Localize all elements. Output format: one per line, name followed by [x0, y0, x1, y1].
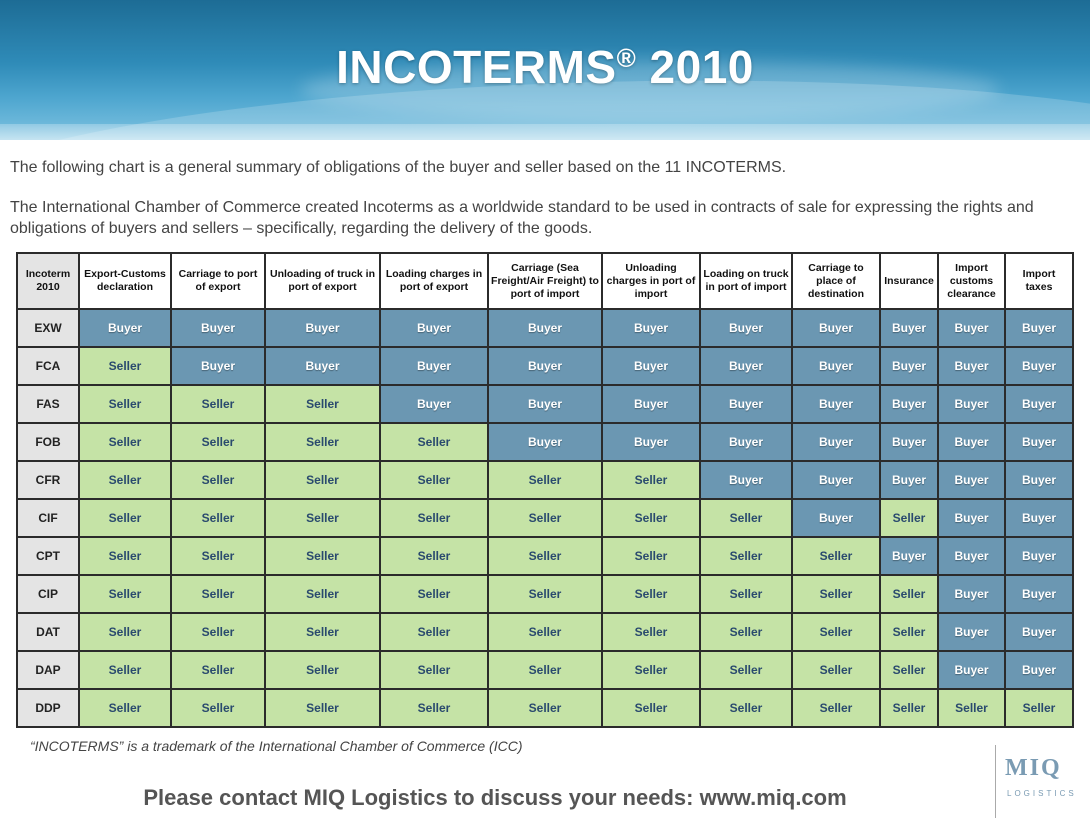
- obligation-cell: Buyer: [880, 537, 938, 575]
- incoterms-table: [16, 252, 1074, 728]
- table-body: [17, 309, 1073, 727]
- obligation-cell: Seller: [792, 689, 880, 727]
- obligation-cell: Buyer: [880, 309, 938, 347]
- logo-mark: MIQ: [1005, 755, 1062, 781]
- obligation-cell: Buyer: [171, 347, 265, 385]
- obligation-cell: Buyer: [938, 309, 1005, 347]
- incoterm-label: EXW: [17, 309, 79, 347]
- obligation-cell: Seller: [700, 575, 792, 613]
- obligation-cell: Buyer: [880, 347, 938, 385]
- obligation-cell: Seller: [792, 537, 880, 575]
- obligation-cell: Seller: [171, 537, 265, 575]
- obligation-cell: Buyer: [488, 309, 602, 347]
- column-header: Insurance: [880, 253, 938, 309]
- column-header: Unloading charges in port of import: [602, 253, 700, 309]
- obligation-cell: Buyer: [380, 385, 488, 423]
- obligation-cell: Buyer: [792, 499, 880, 537]
- obligation-cell: Seller: [602, 575, 700, 613]
- incoterm-label: CIF: [17, 499, 79, 537]
- obligation-cell: Buyer: [265, 309, 380, 347]
- obligation-cell: Seller: [602, 613, 700, 651]
- obligation-cell: Seller: [171, 385, 265, 423]
- obligation-cell: Buyer: [700, 461, 792, 499]
- table-corner-header: Incoterm 2010: [17, 253, 79, 309]
- obligation-cell: Seller: [380, 461, 488, 499]
- contact-line: Please contact MIQ Logistics to discuss your needs: www.miq.com: [143, 785, 847, 810]
- table-row: [17, 385, 1073, 423]
- page-title: [0, 40, 1090, 94]
- obligation-cell: Buyer: [938, 423, 1005, 461]
- obligation-cell: Buyer: [700, 347, 792, 385]
- table-row: [17, 651, 1073, 689]
- obligation-cell: Seller: [488, 537, 602, 575]
- obligation-cell: Seller: [880, 499, 938, 537]
- column-header: Import taxes: [1005, 253, 1073, 309]
- obligation-cell: Seller: [380, 499, 488, 537]
- obligation-cell: Buyer: [938, 651, 1005, 689]
- table-row: [17, 309, 1073, 347]
- table-row: [17, 537, 1073, 575]
- intro-text: [10, 157, 1080, 258]
- obligation-cell: Buyer: [1005, 537, 1073, 575]
- incoterm-label: FAS: [17, 385, 79, 423]
- obligation-cell: Buyer: [1005, 613, 1073, 651]
- obligation-cell: Seller: [171, 575, 265, 613]
- obligation-cell: Seller: [488, 575, 602, 613]
- obligation-cell: Seller: [265, 385, 380, 423]
- obligation-cell: Seller: [602, 651, 700, 689]
- obligation-cell: Seller: [265, 499, 380, 537]
- column-header: Unloading of truck in port of export: [265, 253, 380, 309]
- column-header: Carriage (Sea Freight/Air Freight) to port of import: [488, 253, 602, 309]
- obligation-cell: Seller: [488, 499, 602, 537]
- obligation-cell: Buyer: [938, 613, 1005, 651]
- obligation-cell: Seller: [938, 689, 1005, 727]
- obligation-cell: Buyer: [880, 423, 938, 461]
- obligation-cell: Buyer: [602, 385, 700, 423]
- obligation-cell: Seller: [880, 575, 938, 613]
- obligation-cell: Buyer: [602, 347, 700, 385]
- obligation-cell: Seller: [171, 613, 265, 651]
- obligation-cell: Seller: [79, 423, 171, 461]
- obligation-cell: Seller: [380, 537, 488, 575]
- obligation-cell: Buyer: [938, 347, 1005, 385]
- logo-subtitle: LOGISTICS: [1007, 789, 1077, 798]
- obligation-cell: Seller: [380, 651, 488, 689]
- obligation-cell: Seller: [488, 613, 602, 651]
- obligation-cell: Seller: [488, 461, 602, 499]
- obligation-cell: Buyer: [792, 461, 880, 499]
- obligation-cell: Seller: [79, 385, 171, 423]
- obligation-cell: Seller: [700, 689, 792, 727]
- obligation-cell: Buyer: [171, 309, 265, 347]
- obligation-cell: Seller: [171, 499, 265, 537]
- obligation-cell: Buyer: [265, 347, 380, 385]
- column-header: Carriage to place of destination: [792, 253, 880, 309]
- obligation-cell: Buyer: [880, 385, 938, 423]
- column-header: Carriage to port of export: [171, 253, 265, 309]
- obligation-cell: Buyer: [1005, 309, 1073, 347]
- obligation-cell: Buyer: [938, 461, 1005, 499]
- title-text: INCOTERMS: [336, 41, 617, 93]
- obligation-cell: Buyer: [1005, 461, 1073, 499]
- obligation-cell: Seller: [265, 461, 380, 499]
- company-logo: [995, 745, 1090, 818]
- obligation-cell: Seller: [79, 613, 171, 651]
- table-row: [17, 461, 1073, 499]
- obligation-cell: Seller: [700, 499, 792, 537]
- obligation-cell: Seller: [880, 613, 938, 651]
- registered-mark: ®: [616, 43, 637, 73]
- table-row: [17, 499, 1073, 537]
- obligation-cell: Buyer: [1005, 575, 1073, 613]
- intro-paragraph-2: The International Chamber of Commerce created Incoterms as a worldwide standard to be used in contracts of sale for expressing the rights and obligations of buyers and sellers – specifically, regarding the delivery of the goods.: [10, 199, 1034, 237]
- incoterm-label: CIP: [17, 575, 79, 613]
- obligation-cell: Buyer: [79, 309, 171, 347]
- obligation-cell: Buyer: [880, 461, 938, 499]
- title-year: 2010: [649, 41, 754, 93]
- obligation-cell: Seller: [171, 461, 265, 499]
- obligation-cell: Buyer: [1005, 347, 1073, 385]
- obligation-cell: Buyer: [792, 385, 880, 423]
- obligation-cell: Seller: [1005, 689, 1073, 727]
- obligation-cell: Seller: [602, 499, 700, 537]
- obligation-cell: Seller: [700, 651, 792, 689]
- obligation-cell: Buyer: [602, 423, 700, 461]
- banner-edge: [0, 124, 1090, 140]
- obligation-cell: Seller: [700, 537, 792, 575]
- obligation-cell: Buyer: [792, 347, 880, 385]
- obligation-cell: Buyer: [938, 499, 1005, 537]
- column-header: Loading on truck in port of import: [700, 253, 792, 309]
- obligation-cell: Buyer: [488, 347, 602, 385]
- obligation-cell: Buyer: [488, 423, 602, 461]
- obligation-cell: Seller: [79, 499, 171, 537]
- obligation-cell: Buyer: [488, 385, 602, 423]
- obligation-cell: Seller: [79, 347, 171, 385]
- incoterm-label: DAP: [17, 651, 79, 689]
- obligation-cell: Seller: [880, 651, 938, 689]
- obligation-cell: Buyer: [1005, 423, 1073, 461]
- obligation-cell: Seller: [380, 613, 488, 651]
- obligation-cell: Seller: [79, 651, 171, 689]
- header-banner: [0, 0, 1090, 140]
- intro-paragraph-1: The following chart is a general summary of obligations of the buyer and seller based on the 11 INCOTERMS.: [10, 159, 787, 176]
- incoterm-label: FCA: [17, 347, 79, 385]
- obligation-cell: Buyer: [700, 385, 792, 423]
- obligation-cell: Buyer: [938, 575, 1005, 613]
- obligation-cell: Buyer: [792, 423, 880, 461]
- obligation-cell: Seller: [79, 537, 171, 575]
- obligation-cell: Seller: [380, 575, 488, 613]
- incoterm-label: FOB: [17, 423, 79, 461]
- column-header: Loading charges in port of export: [380, 253, 488, 309]
- table-header-row: [17, 253, 1073, 309]
- obligation-cell: Seller: [79, 461, 171, 499]
- obligation-cell: Seller: [700, 613, 792, 651]
- table-row: [17, 613, 1073, 651]
- incoterm-label: DDP: [17, 689, 79, 727]
- obligation-cell: Buyer: [700, 423, 792, 461]
- obligation-cell: Buyer: [1005, 651, 1073, 689]
- obligation-cell: Seller: [792, 613, 880, 651]
- obligation-cell: Seller: [602, 537, 700, 575]
- obligation-cell: Buyer: [1005, 385, 1073, 423]
- obligation-cell: Seller: [265, 651, 380, 689]
- obligation-cell: Seller: [602, 689, 700, 727]
- obligation-cell: Seller: [265, 575, 380, 613]
- trademark-note: “INCOTERMS” is a trademark of the International Chamber of Commerce (ICC): [30, 738, 523, 754]
- obligation-cell: Seller: [79, 575, 171, 613]
- obligation-cell: Seller: [265, 537, 380, 575]
- incoterm-label: CPT: [17, 537, 79, 575]
- obligation-cell: Buyer: [938, 537, 1005, 575]
- obligation-cell: Seller: [171, 651, 265, 689]
- obligation-cell: Seller: [171, 689, 265, 727]
- obligation-cell: Seller: [380, 423, 488, 461]
- obligation-cell: Seller: [792, 651, 880, 689]
- obligation-cell: Buyer: [602, 309, 700, 347]
- obligation-cell: Seller: [171, 423, 265, 461]
- column-header: Import customs clearance: [938, 253, 1005, 309]
- obligation-cell: Seller: [488, 651, 602, 689]
- table-row: [17, 689, 1073, 727]
- obligation-cell: Seller: [602, 461, 700, 499]
- obligation-cell: Seller: [488, 689, 602, 727]
- obligation-cell: Seller: [880, 689, 938, 727]
- obligation-cell: Seller: [265, 689, 380, 727]
- table-row: [17, 423, 1073, 461]
- obligation-cell: Buyer: [792, 309, 880, 347]
- table-row: [17, 347, 1073, 385]
- obligation-cell: Buyer: [700, 309, 792, 347]
- obligation-cell: Seller: [265, 613, 380, 651]
- incoterm-label: CFR: [17, 461, 79, 499]
- obligation-cell: Seller: [79, 689, 171, 727]
- logo-divider: [995, 745, 996, 818]
- obligation-cell: Buyer: [938, 385, 1005, 423]
- table-row: [17, 575, 1073, 613]
- obligation-cell: Seller: [265, 423, 380, 461]
- obligation-cell: Seller: [792, 575, 880, 613]
- obligation-cell: Seller: [380, 689, 488, 727]
- obligation-cell: Buyer: [380, 347, 488, 385]
- obligation-cell: Buyer: [1005, 499, 1073, 537]
- incoterm-label: DAT: [17, 613, 79, 651]
- obligation-cell: Buyer: [380, 309, 488, 347]
- column-header: Export-Customs declaration: [79, 253, 171, 309]
